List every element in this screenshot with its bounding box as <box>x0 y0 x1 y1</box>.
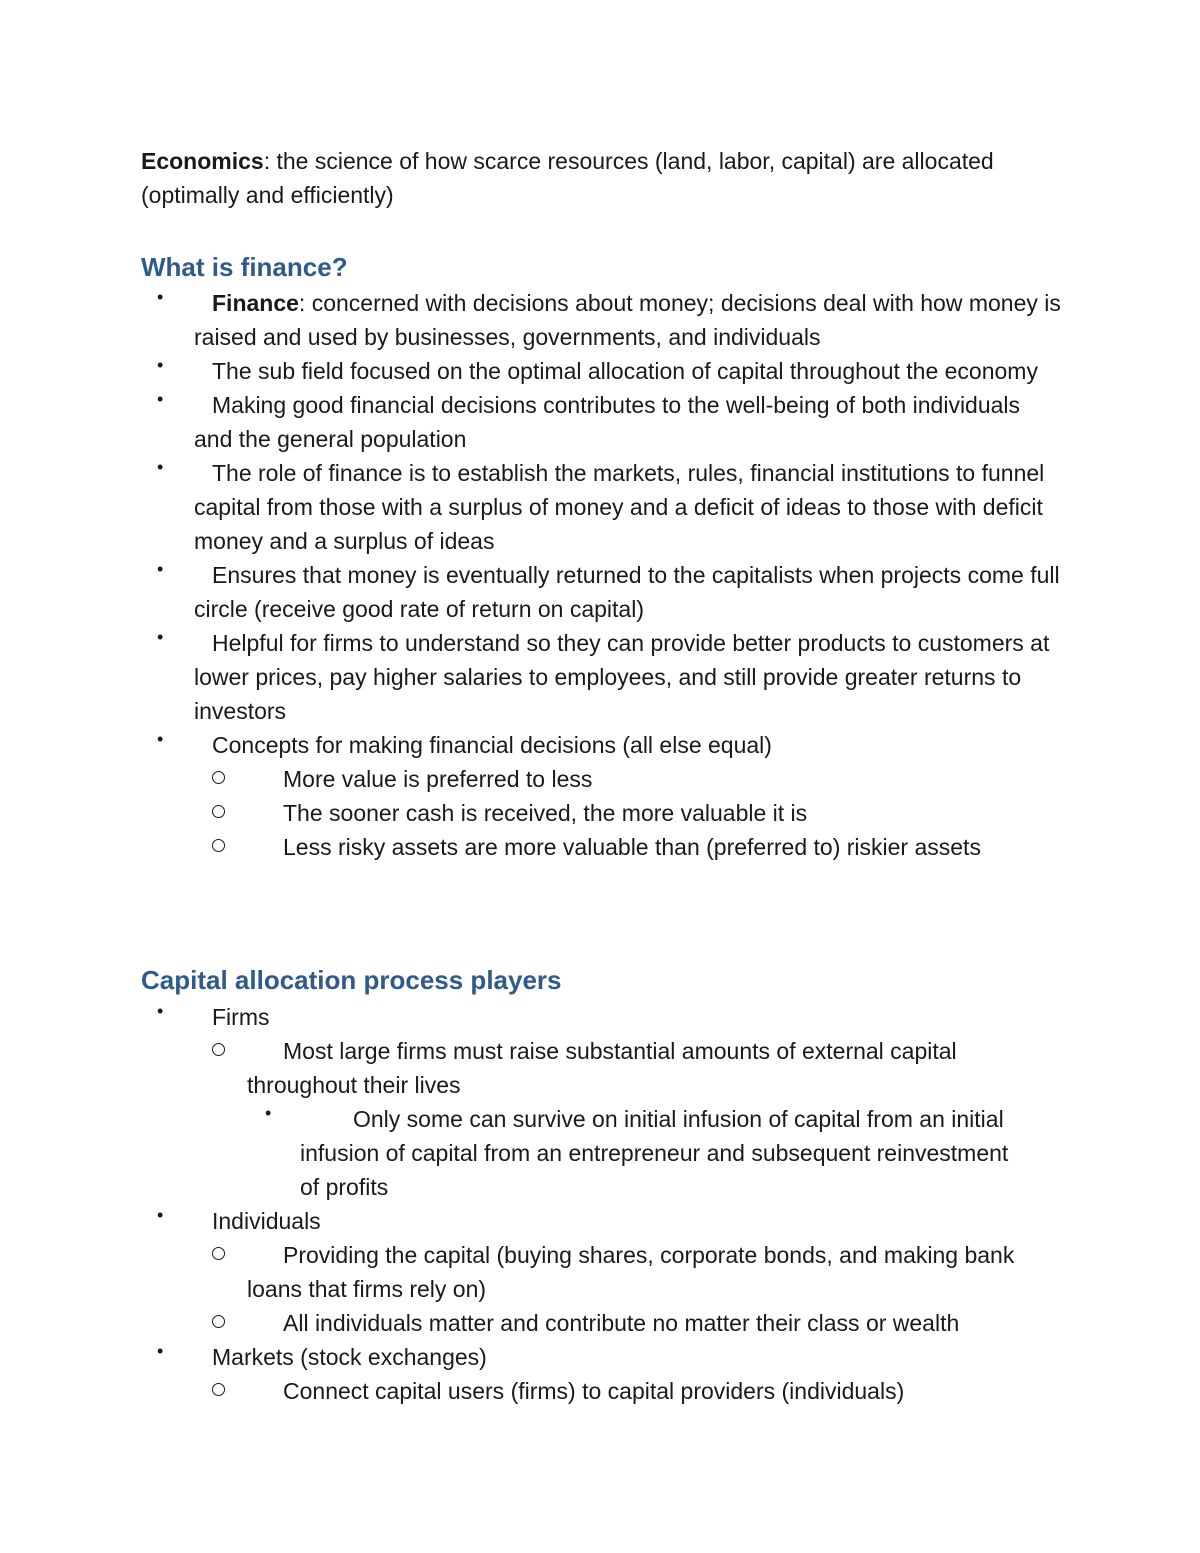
sub-list-item-text: Most large firms must raise substantial amounts of external capital throughout their lives <box>247 1038 957 1098</box>
bullet-icon: • <box>265 1103 272 1123</box>
sub-list-item <box>0 830 1200 864</box>
sub-sub-list-item <box>0 1102 1200 1204</box>
list-item-text: Helpful for firms to understand so they can provide better products to customers at lower prices, pay higher salaries to employees, and still provide greater returns to investors <box>194 630 1050 724</box>
bullet-icon: • <box>157 389 164 409</box>
sub-list-item-text: The sooner cash is received, the more valuable it is <box>283 800 808 826</box>
economics-definition <box>141 144 1061 212</box>
economics-definition-text: : the science of how scarce resources (land, labor, capital) are allocated (optimally and efficiently) <box>141 148 994 208</box>
sub-list-item-text: Providing the capital (buying shares, corporate bonds, and making bank loans that firms rely on) <box>247 1242 1015 1302</box>
bullet-icon: • <box>157 729 164 749</box>
circle-bullet-icon <box>212 1315 225 1328</box>
sub-list-item <box>0 1306 1200 1340</box>
list-item-text: The role of finance is to establish the markets, rules, financial institutions to funnel capital from those with a surplus of money and a deficit of ideas to those with deficit money and a surplus of ideas <box>194 460 1045 554</box>
sub-list-item <box>0 1238 1200 1306</box>
list-item <box>0 286 1200 354</box>
bullet-icon: • <box>157 355 164 375</box>
bullet-icon: • <box>157 1341 164 1361</box>
list-item <box>0 728 1200 762</box>
list-item-markets <box>0 1340 1200 1374</box>
sub-sub-list-item-text: Only some can survive on initial infusion of capital from an initial infusion of capital from an entrepreneur and subsequent reinvestment of profits <box>300 1106 1009 1200</box>
circle-bullet-icon <box>212 1247 225 1260</box>
circle-bullet-icon <box>212 1043 225 1056</box>
sub-list-item-text: More value is preferred to less <box>283 766 593 792</box>
circle-bullet-icon <box>212 805 225 818</box>
sub-list-item <box>0 796 1200 830</box>
section-heading-capital-allocation: Capital allocation process players <box>141 965 562 995</box>
list-item-text: Firms <box>212 1004 270 1030</box>
bullet-icon: • <box>157 627 164 647</box>
list-item-firms <box>0 1000 1200 1034</box>
list-item-individuals <box>0 1204 1200 1238</box>
sub-list-item-text: Less risky assets are more valuable than (preferred to) riskier assets <box>283 834 981 860</box>
finance-term: Finance <box>212 290 299 316</box>
list-item-text: Markets (stock exchanges) <box>212 1344 487 1370</box>
list-item <box>0 388 1200 456</box>
sub-list-item-text: Connect capital users (firms) to capital providers (individuals) <box>283 1378 905 1404</box>
list-item <box>0 456 1200 558</box>
list-item-text: The sub field focused on the optimal allocation of capital throughout the economy <box>212 358 1038 384</box>
sub-list-item <box>0 762 1200 796</box>
capital-allocation-list <box>0 1000 1200 1408</box>
list-item-text: Concepts for making financial decisions (all else equal) <box>212 732 772 758</box>
list-item-text: Individuals <box>212 1208 321 1234</box>
sub-list-item <box>0 1034 1200 1102</box>
bullet-icon: • <box>157 559 164 579</box>
bullet-icon: • <box>157 457 164 477</box>
circle-bullet-icon <box>212 1383 225 1396</box>
sub-list-item <box>0 1374 1200 1408</box>
list-item <box>0 558 1200 626</box>
list-item-text: Ensures that money is eventually returned to the capitalists when projects come full circle (receive good rate of return on capital) <box>194 562 1060 622</box>
circle-bullet-icon <box>212 771 225 784</box>
finance-list <box>0 286 1200 864</box>
bullet-icon: • <box>157 287 164 307</box>
list-item-text: Making good financial decisions contributes to the well-being of both individuals and the general population <box>194 392 1021 452</box>
list-item <box>0 626 1200 728</box>
list-item <box>0 354 1200 388</box>
circle-bullet-icon <box>212 839 225 852</box>
list-item-text: : concerned with decisions about money; decisions deal with how money is raised and used by businesses, governments, and individuals <box>194 290 1061 350</box>
bullet-icon: • <box>157 1001 164 1021</box>
economics-term: Economics <box>141 148 264 174</box>
sub-list-item-text: All individuals matter and contribute no matter their class or wealth <box>283 1310 960 1336</box>
section-heading-what-is-finance: What is finance? <box>141 252 348 282</box>
bullet-icon: • <box>157 1205 164 1225</box>
